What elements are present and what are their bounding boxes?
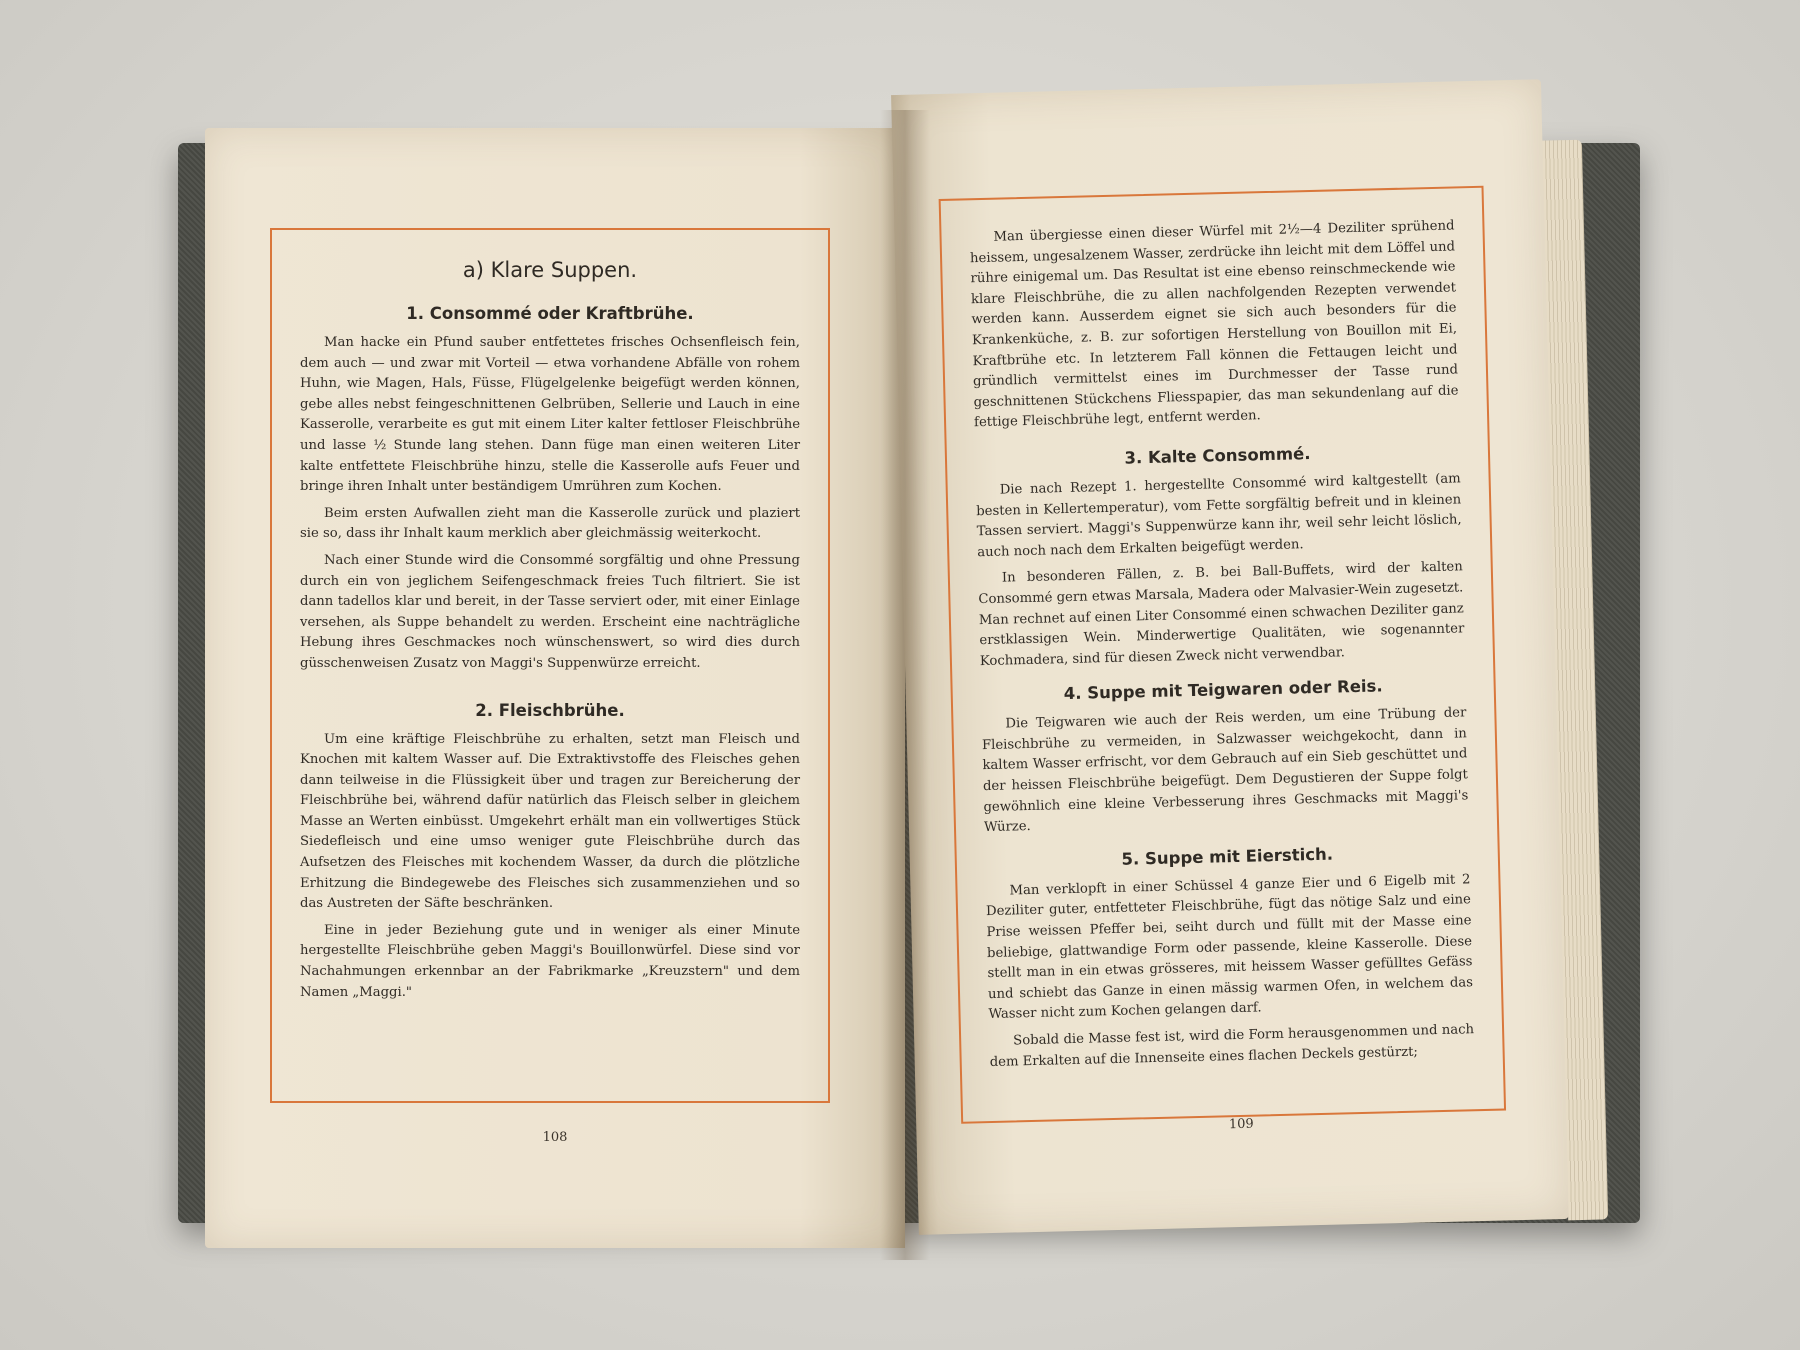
book-spine-shadow [880, 110, 930, 1260]
left-page [205, 128, 905, 1248]
paragraph: Beim ersten Aufwallen zieht man die Kasserolle zurück und plaziert sie so, dass ihr Inhalt kaum merklich aber gleichmässig weiterkocht. [300, 505, 800, 542]
section-title-5: 5. Suppe mit Eierstich. [1121, 844, 1334, 869]
paragraph: Die nach Rezept 1. hergestellte Consommé wird kaltgestellt (am besten in Kellertemperatur), vom Fette sorgfältig befreit und in kleinen Tassen serviert. Maggi's Suppenwürze kann ihr, weil sehr leicht löslich, auch noch nach dem Erkalten beigefügt werden. [976, 471, 1462, 560]
section-title-3: 3. Kalte Consommé. [1124, 443, 1311, 468]
page-number-left: 108 [542, 1130, 568, 1145]
section-title-2: 2. Fleischbrühe. [475, 700, 625, 720]
right-page-border [939, 186, 1506, 1124]
right-page [891, 79, 1569, 1235]
paragraph: Die Teigwaren wie auch der Reis werden, um eine Trübung der Fleischbrühe zu vermeiden, in Salzwasser weichgekocht, dann in kaltem Wasser erfrischt, vor dem Gebrauch auf ein Sieb geschüttet und der heissen Fleischbrühe beigefügt. Dem Degustieren der Suppe folgt gewöhnlich eine kleine Verbesserung ihres Geschmacks mit Maggi's Würze. [981, 705, 1469, 836]
left-page-border [270, 228, 830, 1103]
page-number-right: 109 [1228, 1116, 1254, 1133]
chapter-heading: a) Klare Suppen. [462, 258, 638, 282]
right-page-text [969, 216, 1475, 1079]
paragraph: Eine in jeder Beziehung gute und in weniger als einer Minute hergestellte Fleischbrühe geben Maggi's Bouillonwürfel. Diese sind vor Nachahmungen erkennbar an der Fabrikmarke „Kreuzstern" und dem Namen „Maggi." [300, 922, 800, 1000]
paragraph: Man hacke ein Pfund sauber entfettetes frisches Ochsenfleisch fein, dem auch — und zwar mit Vorteil — etwa vorhandene Abfälle von rohem Huhn, wie Magen, Hals, Füsse, Flügelgelenke beigefügt werden können, gebe alles nebst feingeschnittenen Gelbrüben, Sellerie und Lauch in eine Kasserolle, verarbeite es gut mit einem Liter kalter fettloser Fleischbrühe und lasse ½ Stunde lang stehen. Dann füge man einen weiteren Liter kalte entfettete Fleischbrühe hinzu, stelle die Kasserolle aufs Feuer und bringe ihren Inhalt unter beständigem Umrühren zum Kochen. [300, 335, 800, 495]
paragraph: Man übergiesse einen dieser Würfel mit 2½—4 Deziliter sprühend heissem, ungesalzenem Wasser, zerdrücke ihn leicht mit dem Löffel und rühre einigemal um. Das Resultat ist eine ebenso reinschmeckende wie klare Fleischbrühe, die zu allen nachfolgenden Rezepten verwendet werden kann. Ausserdem eignet sie sich auch besonders für die Krankenküche, z. B. zur sofortigen Herstellung von Bouillon mit Ei, Kraftbrühe etc. In letzterem Fall können die Fettaugen leicht und gründlich vermittelst eines im Durchmesser der Tasse rund geschnittenen Stückchens Fliesspapier, das man sekundenlang auf die fettige Fleischbrühe legt, entfernt werden. [969, 218, 1459, 431]
left-page-text [300, 258, 800, 1009]
paragraph: Nach einer Stunde wird die Consommé sorgfältig und ohne Pressung durch ein von jeglichem Seifengeschmack freies Tuch filtriert. Sie ist dann tadellos klar und bereit, in der Tasse serviert oder, mit einer Einlage versehen, als Suppe behandelt zu werden. Erscheint eine nachträgliche Hebung ihres Geschmackes noch wünschenswert, so wird dies durch güsschenweisen Zusatz von Maggi's Suppenwürze erreicht. [300, 552, 800, 671]
paragraph: In besonderen Fällen, z. B. bei Ball-Buffets, wird der kalten Consommé gern etwas Marsala, Madera oder Malvasier-Wein zugesetzt. Man rechnet auf einen Liter Consommé einen schwachen Deziliter ganz erstklassigen Wein. Minderwertige Qualitäten, wie sogenannter Kochmadera, sind für diesen Zweck nicht verwendbar. [978, 559, 1465, 669]
section-title-4: 4. Suppe mit Teigwaren oder Reis. [1063, 676, 1383, 704]
section-title-1: 1. Consommé oder Kraftbrühe. [406, 304, 694, 323]
paragraph: Um eine kräftige Fleischbrühe zu erhalten, setzt man Fleisch und Knochen mit kaltem Wasser auf. Die Extraktivstoffe des Fleisches gehen dann teilweise in die Flüssigkeit über und tragen zur Bereicherung der Fleischbrühe bei, während dafür natürlich das Fleisch selber in gleichem Masse an Werten einbüsst. Umgekehrt erhält man ein vollwertiges Stück Siedefleisch und eine umso weniger gute Fleischbrühe durch das Aufsetzen des Fleisches mit kochendem Wasser, da durch die plötzliche Erhitzung die Bindegewebe des Fleisches sich zusammenziehen und so das Austreten der Säfte beschränken. [300, 731, 800, 912]
paragraph: Man verklopft in einer Schüssel 4 ganze Eier und 6 Eigelb mit 2 Deziliter guter, entfetteter Fleischbrühe, fügt das nötige Salz und eine Prise weissen Pfeffer bei, seiht durch und füllt mit der Masse eine beliebige, glattwandige Form oder passende, kleine Kasserolle. Diese stellt man in ein etwas grösseres, mit heissem Wasser gefülltes Gefäss und schiebt das Ganze in einen mässig warmen Ofen, in welchem das Wasser nicht zum Kochen gelangen darf. [985, 872, 1474, 1023]
paragraph: Sobald die Masse fest ist, wird die Form herausgenommen und nach dem Erkalten auf die Innenseite eines flachen Deckels gestürzt; [989, 1022, 1475, 1070]
